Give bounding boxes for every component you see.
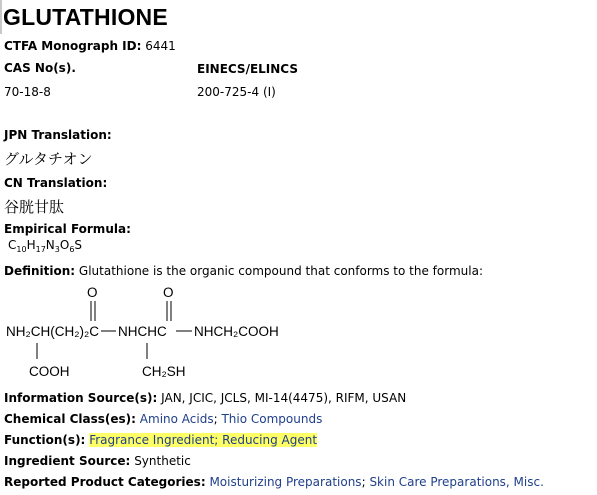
jpn-value: グルタチオン: [4, 150, 93, 168]
chain-middle: NHCHC: [118, 324, 167, 339]
function-link-reducing-agent[interactable]: Reducing Agent: [222, 433, 318, 447]
ingredient-source-label: Ingredient Source:: [4, 454, 131, 468]
left-edge-bar: [0, 0, 2, 34]
ingredient-source-row: [4, 454, 191, 468]
category-link-moisturizing[interactable]: Moisturizing Preparations: [209, 475, 362, 489]
functions-highlight: Fragrance Ingredient; Reducing Agent: [89, 433, 318, 447]
info-sources-value: JAN, JCIC, JCLS, MI-14(4475), RIFM, USAN: [161, 391, 407, 405]
chemical-class-link-amino-acids[interactable]: Amino Acids: [139, 412, 214, 426]
functions-row: [4, 433, 317, 447]
info-sources-label: Information Source(s):: [4, 391, 158, 405]
monograph-row: [4, 39, 176, 53]
einecs-label: EINECS/ELINCS: [197, 62, 298, 76]
definition-row: [4, 264, 483, 278]
category-link-skin-care-misc[interactable]: Skin Care Preparations, Misc.: [369, 475, 544, 489]
page-title: GLUTATHIONE: [3, 4, 168, 30]
ingredient-source-value: Synthetic: [134, 454, 191, 468]
monograph-label: CTFA Monograph ID:: [4, 39, 142, 53]
cas-label: CAS No(s).: [4, 61, 76, 75]
structural-formula: [4, 283, 294, 383]
chemical-class-label: Chemical Class(es):: [4, 412, 136, 426]
carbonyl-oxygen-1: O: [87, 285, 98, 300]
reported-categories-row: Reported Product Categories: Moisturizing Preparations; Skin Care Preparations, Misc.: [4, 475, 544, 489]
definition-label: Definition:: [4, 264, 76, 278]
cn-value: 谷胱甘肽: [4, 198, 65, 216]
functions-label: Function(s):: [4, 433, 86, 447]
formula-label: Empirical Formula:: [4, 222, 131, 236]
cas-value: 70-18-8: [4, 85, 51, 99]
cn-label: CN Translation:: [4, 176, 108, 190]
empirical-formula: $C_{10}H_{17}N_3O_6S$: [8, 238, 83, 254]
jpn-label: JPN Translation:: [4, 128, 112, 142]
einecs-suffix: (I): [262, 85, 276, 99]
chain-left: NH₂CH(CH₂)₂C: [6, 324, 99, 339]
function-link-fragrance-ingredient[interactable]: Fragrance Ingredient: [89, 433, 215, 447]
branch-ch2sh: CH₂SH: [142, 364, 186, 379]
einecs-value: 200-725-4: [197, 85, 260, 99]
monograph-value: 6441: [145, 39, 176, 53]
einecs-value-row: [197, 85, 276, 99]
reported-categories-label: Reported Product Categories:: [4, 475, 206, 489]
chemical-class-link-thio-compounds[interactable]: Thio Compounds: [221, 412, 323, 426]
branch-cooh: COOH: [29, 364, 70, 379]
chain-right: NHCH₂COOH: [194, 324, 279, 339]
info-sources-row: [4, 391, 406, 405]
definition-text: Glutathione is the organic compound that conforms to the formula:: [78, 264, 483, 278]
carbonyl-oxygen-2: O: [163, 285, 174, 300]
chemical-class-row: Chemical Class(es): Amino Acids; Thio Compounds: [4, 412, 323, 426]
